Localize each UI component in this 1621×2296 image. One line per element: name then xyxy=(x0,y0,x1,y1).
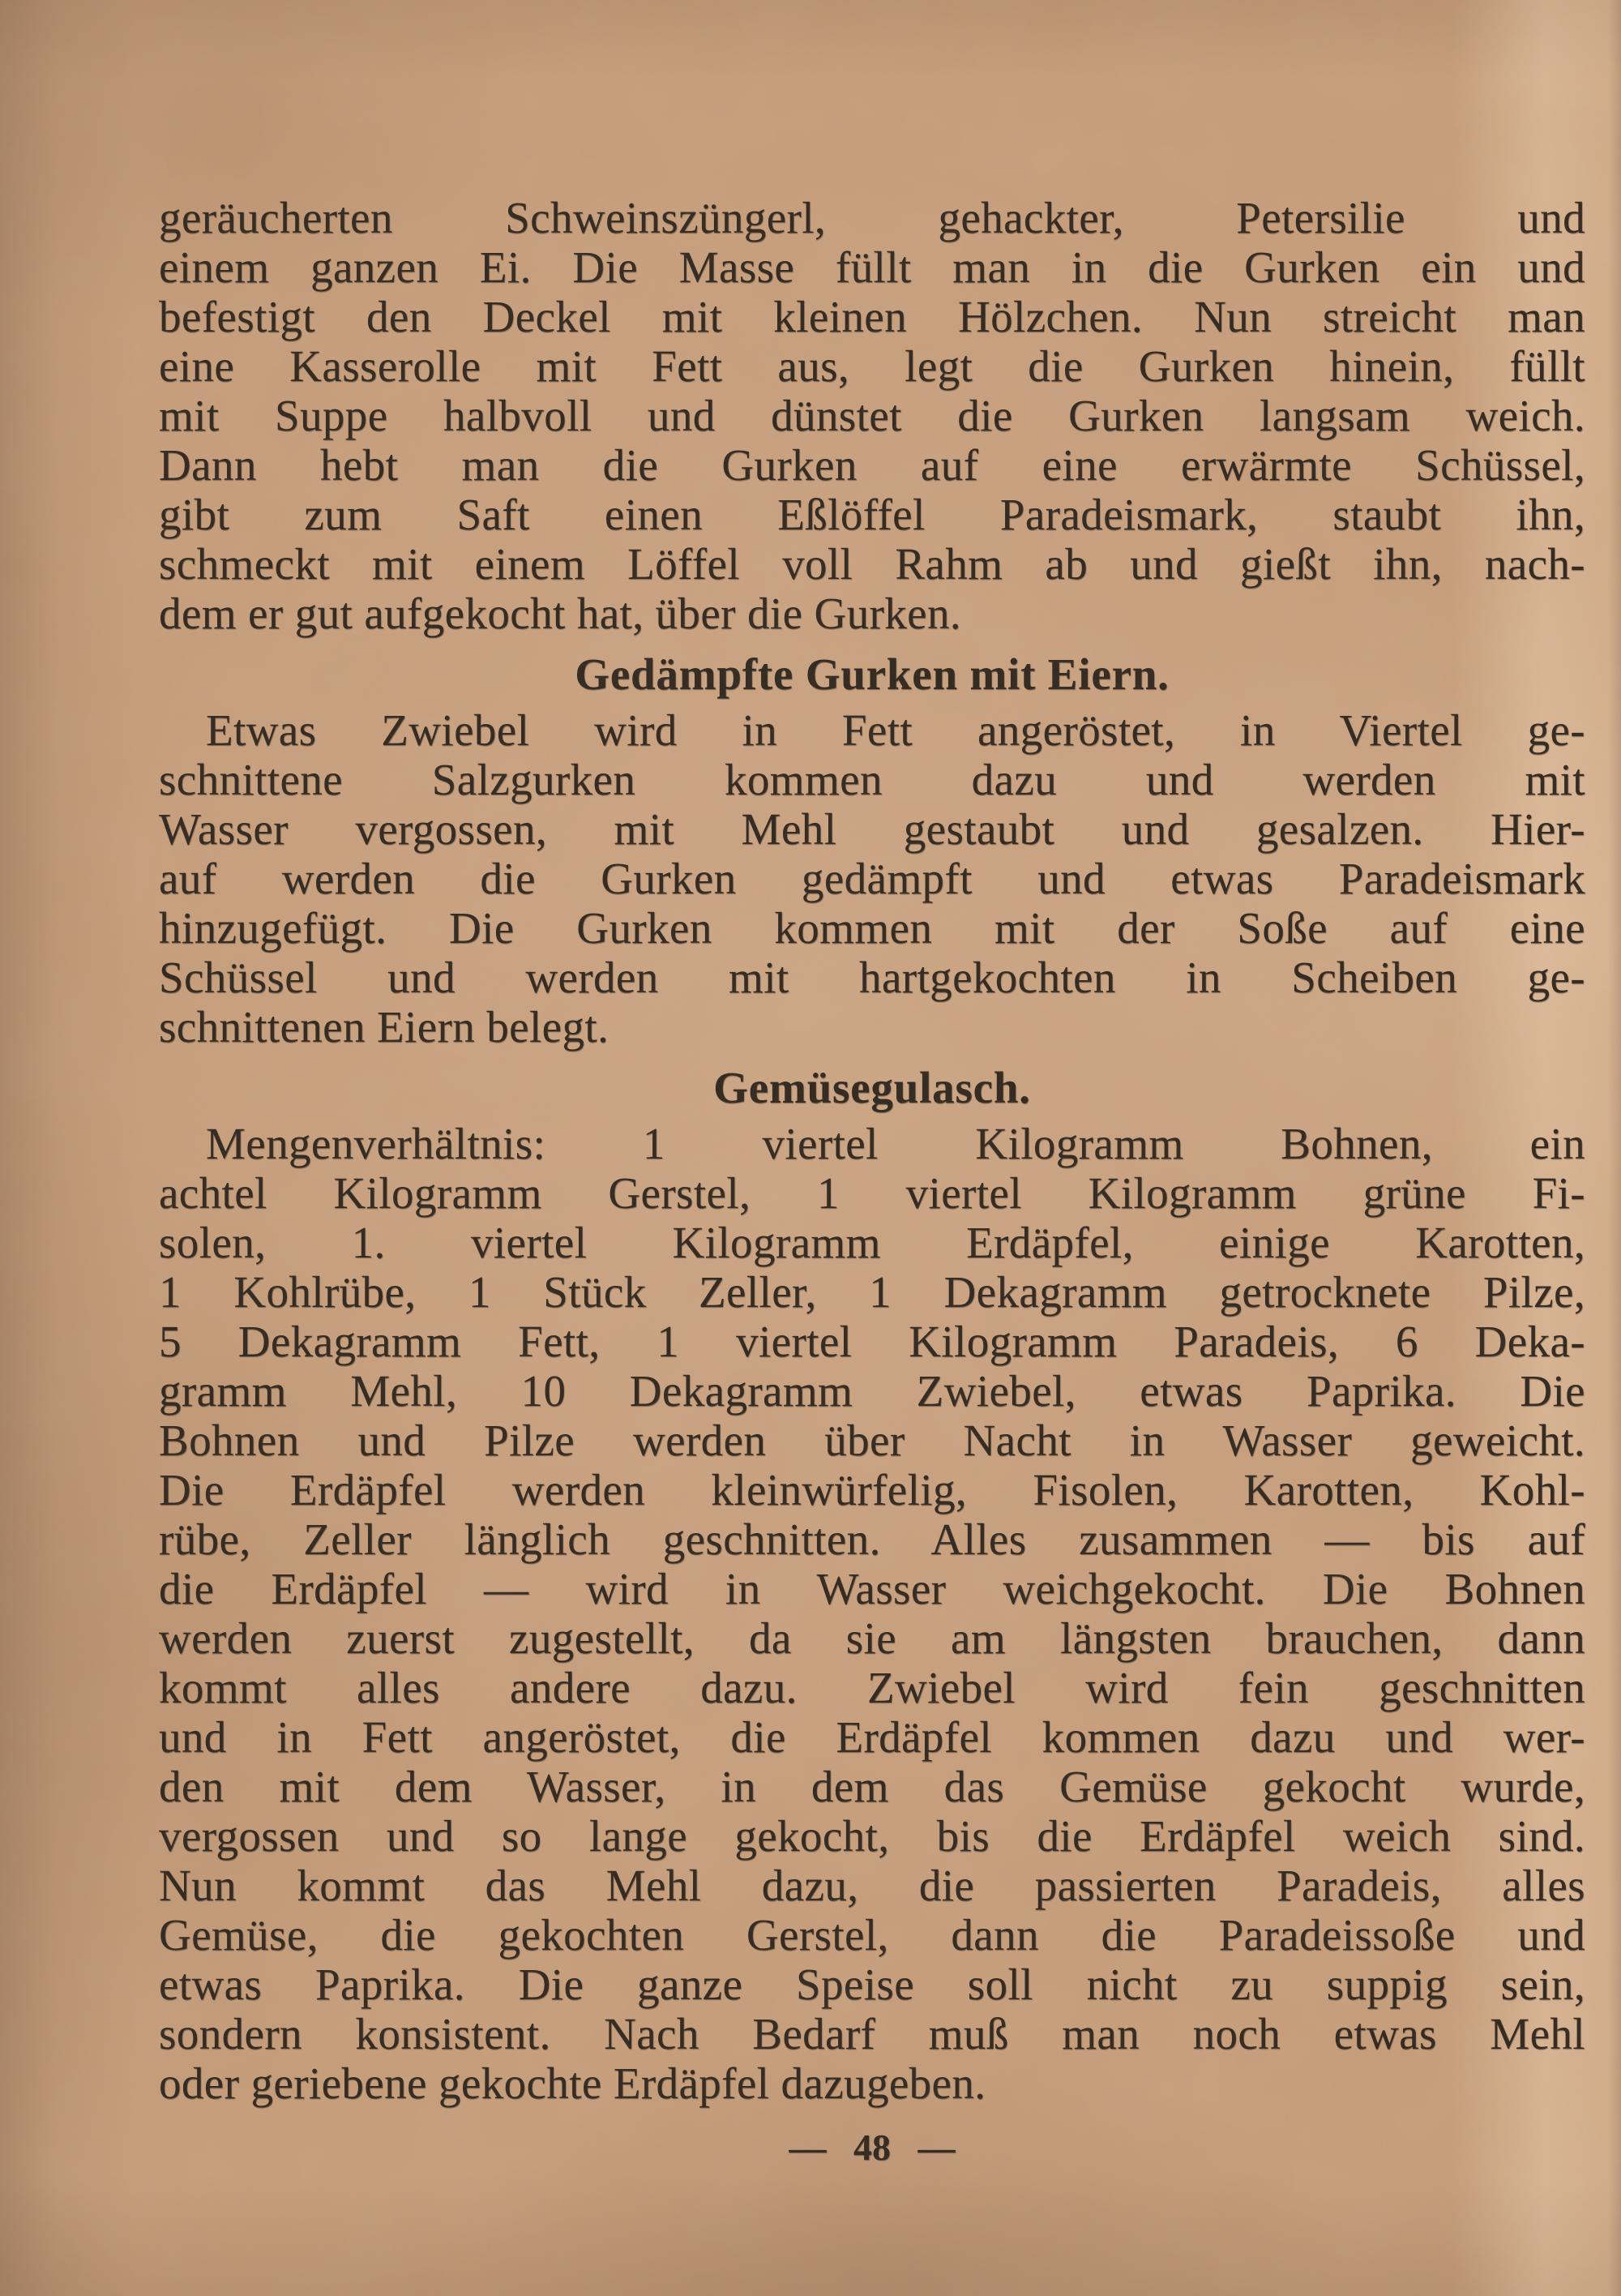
text-line: achtel Kilogramm Gerstel, 1 viertel Kilogramm grüne Fi- xyxy=(159,1168,1585,1218)
text-line: und in Fett angeröstet, die Erdäpfel kommen dazu und wer- xyxy=(159,1712,1585,1762)
text-block xyxy=(159,193,1585,2108)
text-line: werden zuerst zugestellt, da sie am längsten brauchen, dann xyxy=(159,1613,1585,1663)
text-line: gramm Mehl, 10 Dekagramm Zwiebel, etwas Paprika. Die xyxy=(159,1366,1585,1416)
text-line: oder geriebene gekochte Erdäpfel dazugeben. xyxy=(159,2058,986,2108)
text-line: Wasser vergossen, mit Mehl gestaubt und gesalzen. Hier- xyxy=(159,804,1585,854)
text-line: auf werden die Gurken gedämpft und etwas Paradeismark xyxy=(159,854,1585,903)
text-line: die Erdäpfel — wird in Wasser weichgekocht. Die Bohnen xyxy=(159,1564,1585,1613)
text-line: schnittenen Eiern belegt. xyxy=(159,1002,609,1052)
text-line: schmeckt mit einem Löffel voll Rahm ab und gießt ihn, nach- xyxy=(159,539,1585,589)
paragraph-continued-recipe xyxy=(159,193,1585,638)
text-line: 1 Kohlrübe, 1 Stück Zeller, 1 Dekagramm getrocknete Pilze, xyxy=(159,1267,1585,1317)
text-line: Gemüse, die gekochten Gerstel, dann die Paradeissoße und xyxy=(159,1910,1585,1960)
text-line: rübe, Zeller länglich geschnitten. Alles zusammen — bis auf xyxy=(159,1514,1585,1564)
paragraph-gedaempfte-gurken xyxy=(159,705,1585,1052)
text-line: etwas Paprika. Die ganze Speise soll nicht zu suppig sein, xyxy=(159,1960,1585,2009)
text-line: Bohnen und Pilze werden über Nacht in Wasser geweicht. xyxy=(159,1416,1585,1465)
text-line: eine Kasserolle mit Fett aus, legt die Gurken hinein, füllt xyxy=(159,341,1585,391)
recipe-title-gemuesegulasch: Gemüsegulasch. xyxy=(713,1063,1031,1112)
text-line: kommt alles andere dazu. Zwiebel wird fein geschnitten xyxy=(159,1663,1585,1712)
text-line: einem ganzen Ei. Die Masse füllt man in die Gurken ein und xyxy=(159,242,1585,292)
paragraph-gemuesegulasch xyxy=(159,1119,1585,2108)
text-line: vergossen und so lange gekocht, bis die Erdäpfel weich sind. xyxy=(159,1811,1585,1861)
text-line: schnittene Salzgurken kommen dazu und werden mit xyxy=(159,755,1585,804)
text-line: 5 Dekagramm Fett, 1 viertel Kilogramm Paradeis, 6 Deka- xyxy=(159,1317,1585,1366)
text-line: Die Erdäpfel werden kleinwürfelig, Fisolen, Karotten, Kohl- xyxy=(159,1465,1585,1514)
text-line: mit Suppe halbvoll und dünstet die Gurken langsam weich. xyxy=(159,391,1585,440)
recipe-title-gedaempfte-gurken-mit-eiern: Gedämpfte Gurken mit Eiern. xyxy=(575,649,1170,699)
text-line: solen, 1. viertel Kilogramm Erdäpfel, einige Karotten, xyxy=(159,1218,1585,1267)
text-line: Nun kommt das Mehl dazu, die passierten Paradeis, alles xyxy=(159,1861,1585,1910)
text-line: dem er gut aufgekocht hat, über die Gurken. xyxy=(159,589,962,638)
page-number: — 48 — xyxy=(789,2127,956,2168)
text-line: Etwas Zwiebel wird in Fett angeröstet, in Viertel ge- xyxy=(206,705,1585,755)
text-line: Dann hebt man die Gurken auf eine erwärmte Schüssel, xyxy=(159,440,1585,490)
text-line: Mengenverhältnis: 1 viertel Kilogramm Bohnen, ein xyxy=(206,1119,1585,1168)
text-line: befestigt den Deckel mit kleinen Hölzchen. Nun streicht man xyxy=(159,292,1585,341)
text-line: gibt zum Saft einen Eßlöffel Paradeismark, staubt ihn, xyxy=(159,490,1585,539)
text-line: Schüssel und werden mit hartgekochten in Scheiben ge- xyxy=(159,953,1585,1002)
text-line: hinzugefügt. Die Gurken kommen mit der Soße auf eine xyxy=(159,903,1585,953)
text-line: geräucherten Schweinszüngerl, gehackter, Petersilie und xyxy=(159,193,1585,242)
text-line: den mit dem Wasser, in dem das Gemüse gekocht wurde, xyxy=(159,1762,1585,1811)
text-line: sondern konsistent. Nach Bedarf muß man noch etwas Mehl xyxy=(159,2009,1585,2058)
